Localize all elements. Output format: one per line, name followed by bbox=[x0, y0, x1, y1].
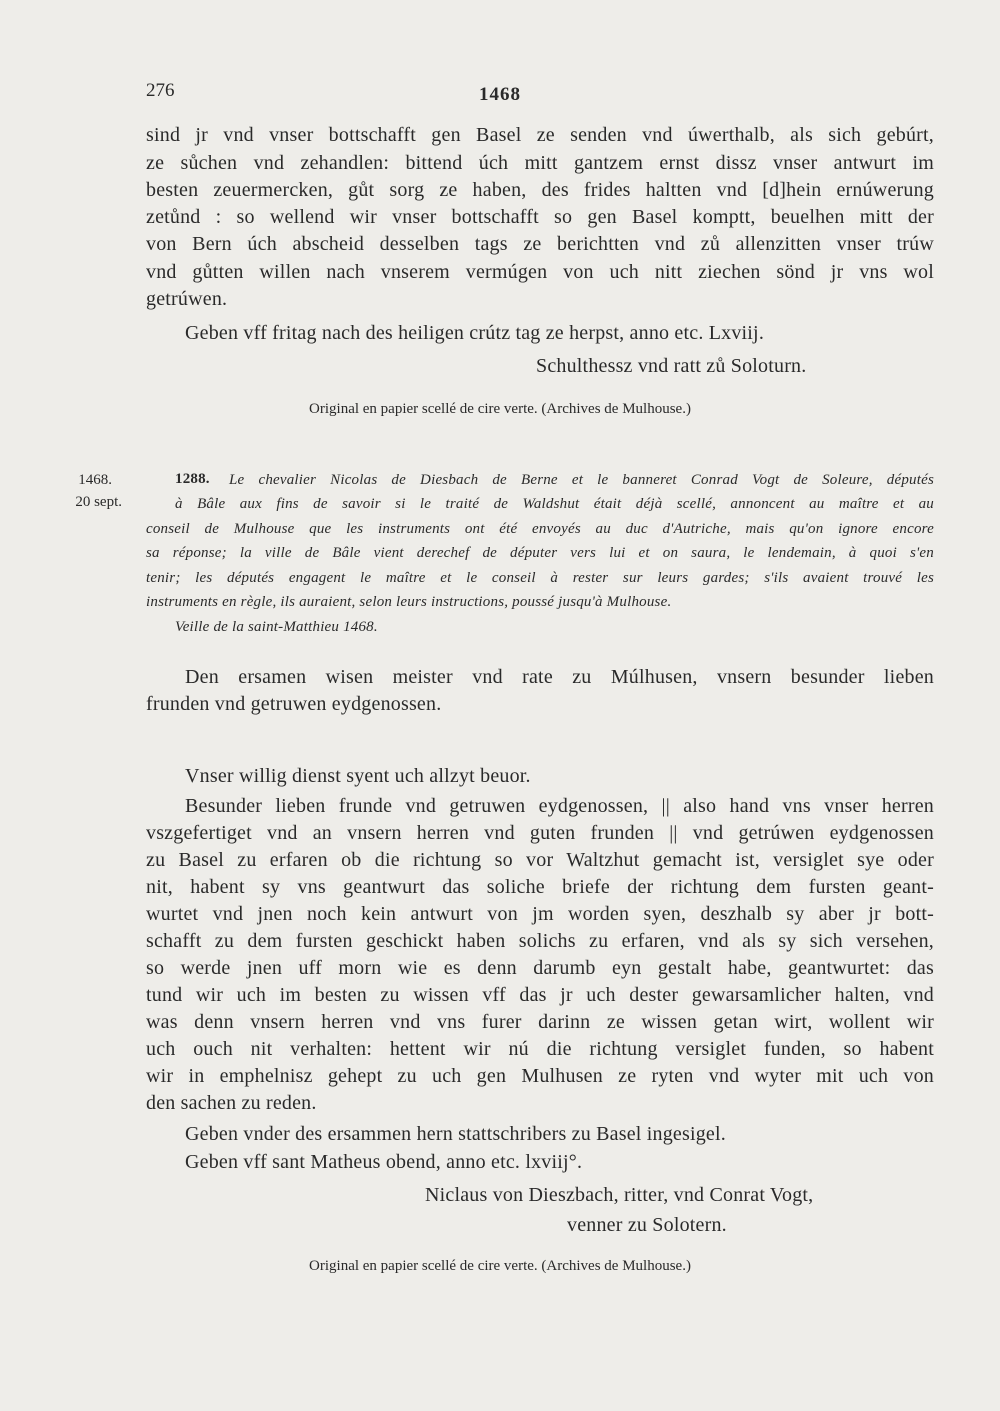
text-line: den sachen zu reden. bbox=[146, 1092, 317, 1114]
signature: Schulthessz vnd ratt zů Soloturn. bbox=[536, 355, 807, 377]
date-line: Geben vff fritag nach des heiligen crútz tag ze herpst, anno etc. Lxviij. bbox=[185, 322, 765, 344]
seal-line: Geben vnder des ersammen hern stattschribers zu Basel ingesigel. bbox=[185, 1123, 726, 1145]
address-line: frunden vnd getruwen eydgenossen. bbox=[146, 693, 442, 715]
date-line: Geben vff sant Matheus obend, anno etc. lxviij°. bbox=[185, 1151, 583, 1173]
summary-line: conseil de Mulhouse que les instruments ont été envoyés au duc d'Autriche, mais qu'on ignore encore bbox=[146, 521, 934, 537]
text-line: getrúwen. bbox=[146, 288, 228, 310]
text-line: wurtet vnd jnen noch kein antwurt von jm worden syen, deszhalb sy aber jr bott- bbox=[146, 903, 934, 925]
summary-line: sa réponse; la ville de Bâle vient derechef de députer vers lui et on saura, le lendemain, à quoi s'en bbox=[146, 545, 934, 561]
margin-date: 20 sept. bbox=[75, 494, 122, 510]
source-note: Original en papier scellé de cire verte. (Archives de Mulhouse.) bbox=[309, 401, 691, 417]
summary-line: tenir; les députés engagent le maître et le conseil à rester sur leurs gardes; s'ils avaient trouvé les bbox=[146, 570, 934, 586]
page-number: 276 bbox=[146, 80, 175, 101]
greeting: Vnser willig dienst syent uch allzyt beuor. bbox=[185, 765, 531, 787]
source-note: Original en papier scellé de cire verte. (Archives de Mulhouse.) bbox=[309, 1258, 691, 1274]
text-line: vszgefertiget vnd an vnsern herren vnd guten frunden || vnd getrúwen eydgenossen bbox=[146, 822, 934, 844]
text-line: so werde jnen uff morn wie es denn darumb eyn gestalt habe, geantwurtet: das bbox=[146, 957, 934, 979]
address-line: Den ersamen wisen meister vnd rate zu Múlhusen, vnsern besunder lieben bbox=[185, 666, 934, 688]
text-line: was denn vnsern herren vnd vns furer darinn ze wissen getan wirt, wollent wir bbox=[146, 1011, 934, 1033]
summary-line: Le chevalier Nicolas de Diesbach de Berne et le banneret Conrad Vogt de Soleure, députés bbox=[229, 472, 934, 488]
entry-number: 1288. bbox=[175, 471, 210, 487]
text-line: zu Basel zu erfaren ob die richtung so vor Waltzhut gemacht ist, versiglet sye oder bbox=[146, 849, 934, 871]
signature: Niclaus von Dieszbach, ritter, vnd Conrat Vogt, bbox=[425, 1184, 814, 1206]
text-line: wir in emphelnisz gehept zu uch gen Mulhusen ze ryten vnd wyter mit uch von bbox=[146, 1065, 934, 1087]
text-line: besten zeuermercken, gůt sorg ze haben, des frides haltten vnd [d]hein ernúwerung bbox=[146, 179, 934, 201]
margin-year: 1468. bbox=[78, 472, 112, 488]
text-line: sind jr vnd vnser bottschafft gen Basel ze senden vnd úwerthalb, als sich gebúrt, bbox=[146, 124, 934, 146]
text-line: nit, habent sy vns geantwurt das soliche briefe der richtung dem fursten geant- bbox=[146, 876, 934, 898]
text-line: Besunder lieben frunde vnd getruwen eydgenossen, || also hand vns vnser herren bbox=[185, 795, 934, 817]
text-line: von Bern úch abscheid desselben tags ze berichtten vnd zů allenzitten vnser trúw bbox=[146, 233, 934, 255]
text-line: vnd gůtten willen nach vnserem vermúgen von uch nitt ziechen sönd jr vns wol bbox=[146, 261, 934, 283]
summary-line: à Bâle aux fins de savoir si le traité de Waldshut était déjà scellé, annoncent au maître et au bbox=[175, 496, 934, 512]
text-line: uch ouch nit verhalten: hettent wir nú die richtung versiglet funden, so habent bbox=[146, 1038, 934, 1060]
text-line: tund wir uch im besten zu wissen vff das jr uch dester gewarsamlicher halten, vnd bbox=[146, 984, 934, 1006]
signature: venner zu Solotern. bbox=[567, 1214, 727, 1236]
text-line: zetůnd : so wellend wir vnser bottschafft so gen Basel komptt, beuelhen mitt der bbox=[146, 206, 934, 228]
summary-line: instruments en règle, ils auraient, selon leurs instructions, poussé jusqu'à Mulhouse. bbox=[146, 594, 672, 610]
date-note: Veille de la saint-Matthieu 1468. bbox=[175, 619, 378, 635]
text-line: ze sůchen vnd zehandlen: bittend úch mitt gantzem ernst dissz vnser antwurt im bbox=[146, 152, 934, 174]
running-head-year: 1468 bbox=[479, 84, 521, 105]
text-line: schafft zu dem fursten geschickt haben solichs zu erfaren, vnd als sy sich versehen, bbox=[146, 930, 934, 952]
